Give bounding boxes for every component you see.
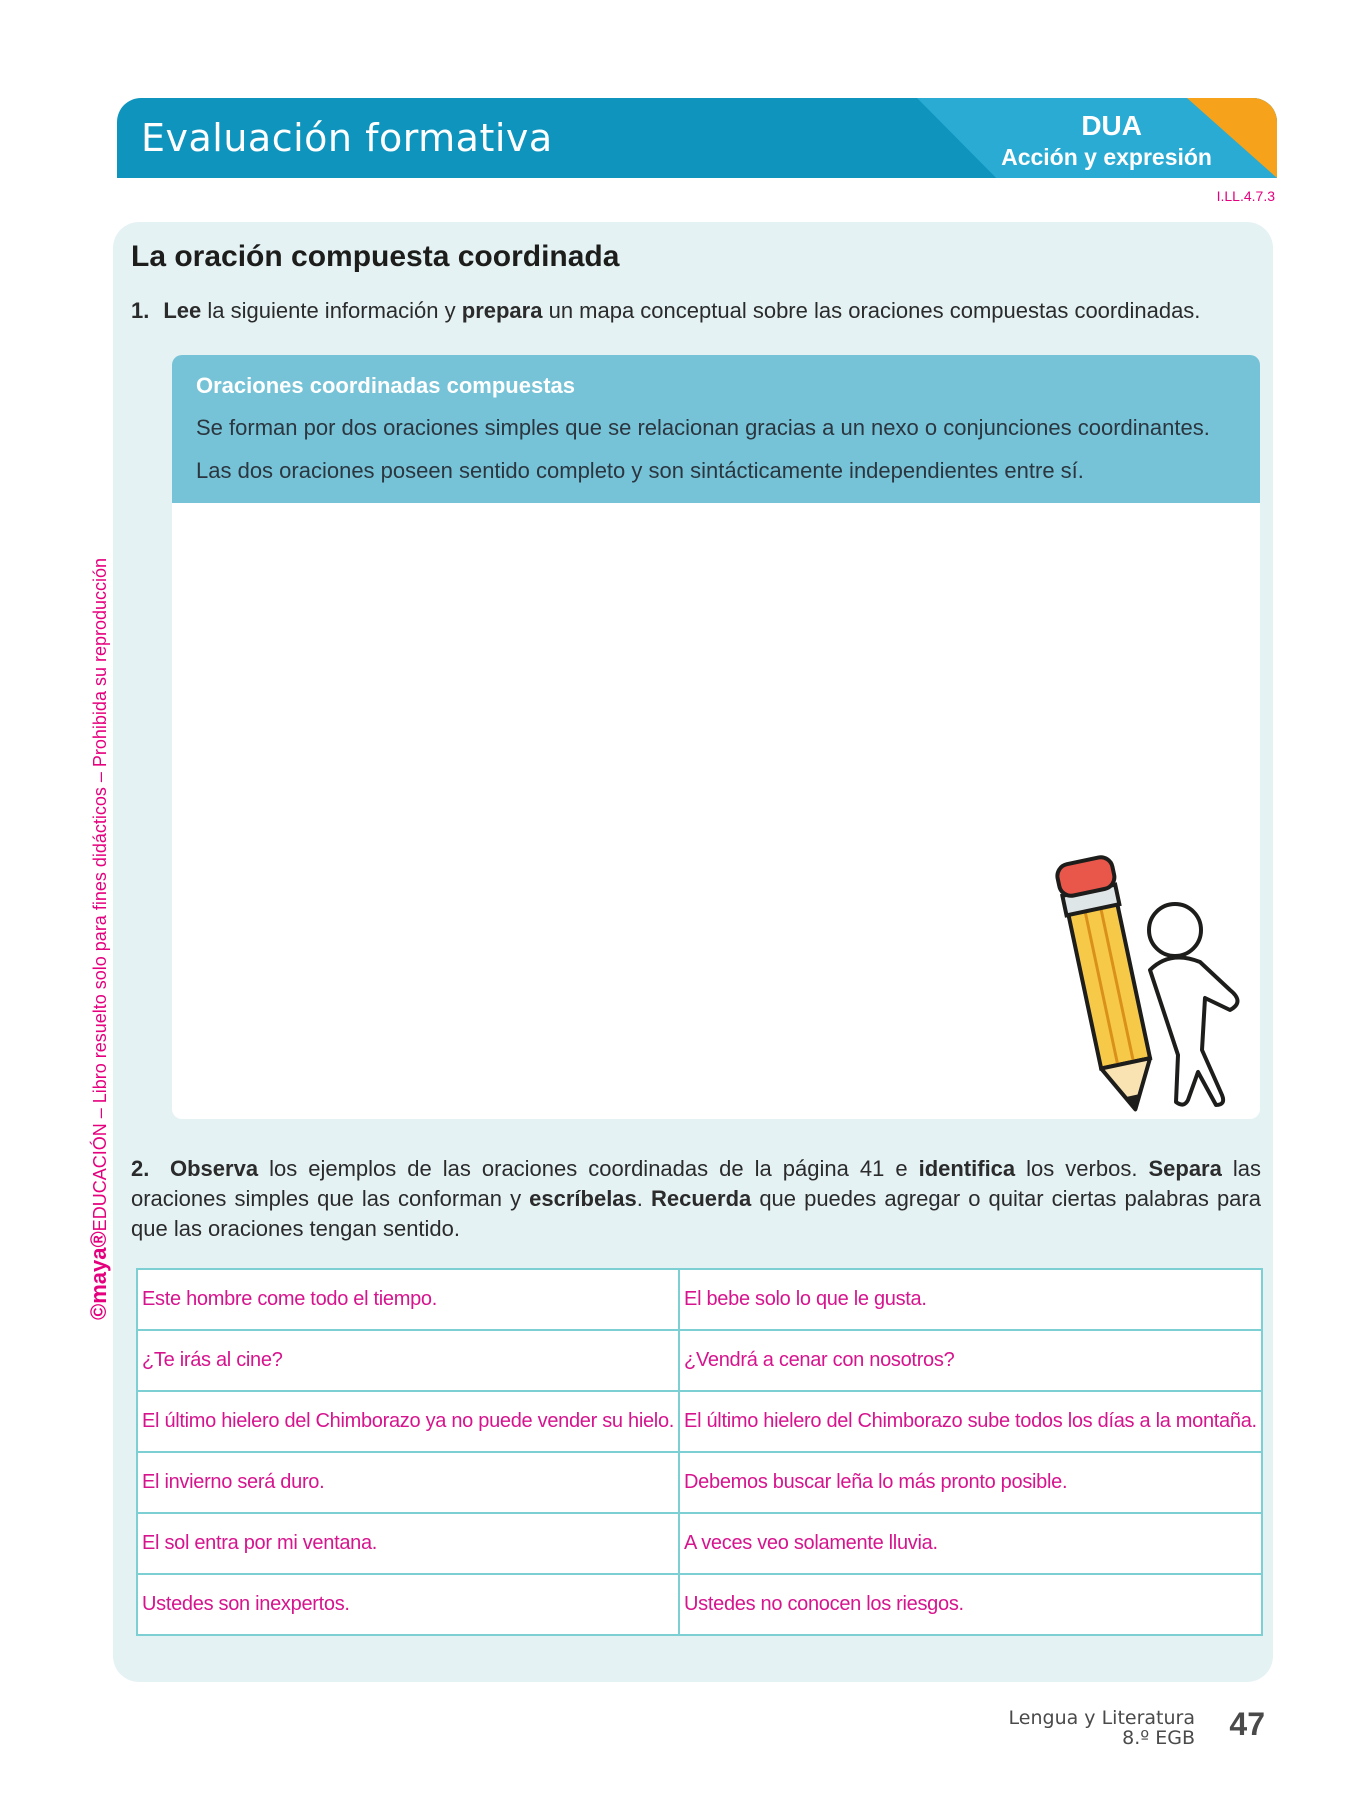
answer-cell[interactable]: ¿Vendrá a cenar con nosotros?: [679, 1330, 1262, 1391]
answer-cell[interactable]: El bebe solo lo que le gusta.: [679, 1269, 1262, 1330]
section-header: [117, 98, 1277, 178]
info-box: [172, 355, 1260, 503]
table-row: [137, 1574, 1262, 1635]
publisher-brand: ©maya®: [86, 1231, 111, 1320]
instruction-1: 1. Lee la siguiente información y prepara un mapa conceptual sobre las oraciones compuestas coordinadas.: [131, 298, 1201, 323]
info-title: Oraciones coordinadas compuestas: [196, 373, 576, 398]
pencil-icon: [1055, 855, 1163, 1115]
dua-title: DUA: [1081, 110, 1142, 141]
answer-cell[interactable]: Ustedes son inexpertos.: [137, 1574, 679, 1635]
dua-subtitle: Acción y expresión: [1001, 144, 1212, 170]
info-paragraph-1: Se forman por dos oraciones simples que se relacionan gracias a un nexo o conjunciones coordinantes.: [196, 415, 1210, 440]
copyright-sidebar: [86, 558, 112, 1320]
table-row: [137, 1452, 1262, 1513]
copyright-text: EDUCACIÓN – Libro resuelto solo para fines didácticos – Prohibida su reproducción: [90, 557, 110, 1232]
answer-cell[interactable]: El invierno será duro.: [137, 1452, 679, 1513]
footer-subject: [1009, 1708, 1195, 1748]
header-title: Evaluación formativa: [141, 116, 553, 160]
info-paragraph-2: Las dos oraciones poseen sentido completo y son sintácticamente independientes entre sí.: [196, 458, 1084, 483]
answer-cell[interactable]: Debemos buscar leña lo más pronto posible.: [679, 1452, 1262, 1513]
table-row: [137, 1391, 1262, 1452]
answer-cell[interactable]: ¿Te irás al cine?: [137, 1330, 679, 1391]
stick-figure-icon: [1149, 904, 1238, 1105]
answer-cell[interactable]: Este hombre come todo el tiempo.: [137, 1269, 679, 1330]
table-row: [137, 1513, 1262, 1574]
answer-cell[interactable]: El último hielero del Chimborazo sube todos los días a la montaña.: [679, 1391, 1262, 1452]
answers-table: [136, 1268, 1263, 1636]
answer-cell[interactable]: El último hielero del Chimborazo ya no puede vender su hielo.: [137, 1391, 679, 1452]
table-row: [137, 1330, 1262, 1391]
instruction-2: 2. Observa los ejemplos de las oraciones coordinadas de la página 41 e identifica los verbos. Separa las oraciones simples que las conforman y escríbelas. Recuerda que puedes agregar o quitar ciertas palabras para que las oraciones tengan sentido.: [131, 1156, 1261, 1241]
table-row: [137, 1269, 1262, 1330]
answer-cell[interactable]: A veces veo solamente lluvia.: [679, 1513, 1262, 1574]
indicator-code: I.LL.4.7.3: [1216, 188, 1275, 204]
section-title: La oración compuesta coordinada: [131, 240, 620, 273]
grade-level: 8.º EGB: [1122, 1727, 1195, 1749]
page-number: 47: [1229, 1706, 1265, 1742]
answer-cell[interactable]: El sol entra por mi ventana.: [137, 1513, 679, 1574]
pencil-character-illustration: [1040, 850, 1260, 1120]
subject-name: Lengua y Literatura: [1008, 1707, 1195, 1729]
answer-cell[interactable]: Ustedes no conocen los riesgos.: [679, 1574, 1262, 1635]
